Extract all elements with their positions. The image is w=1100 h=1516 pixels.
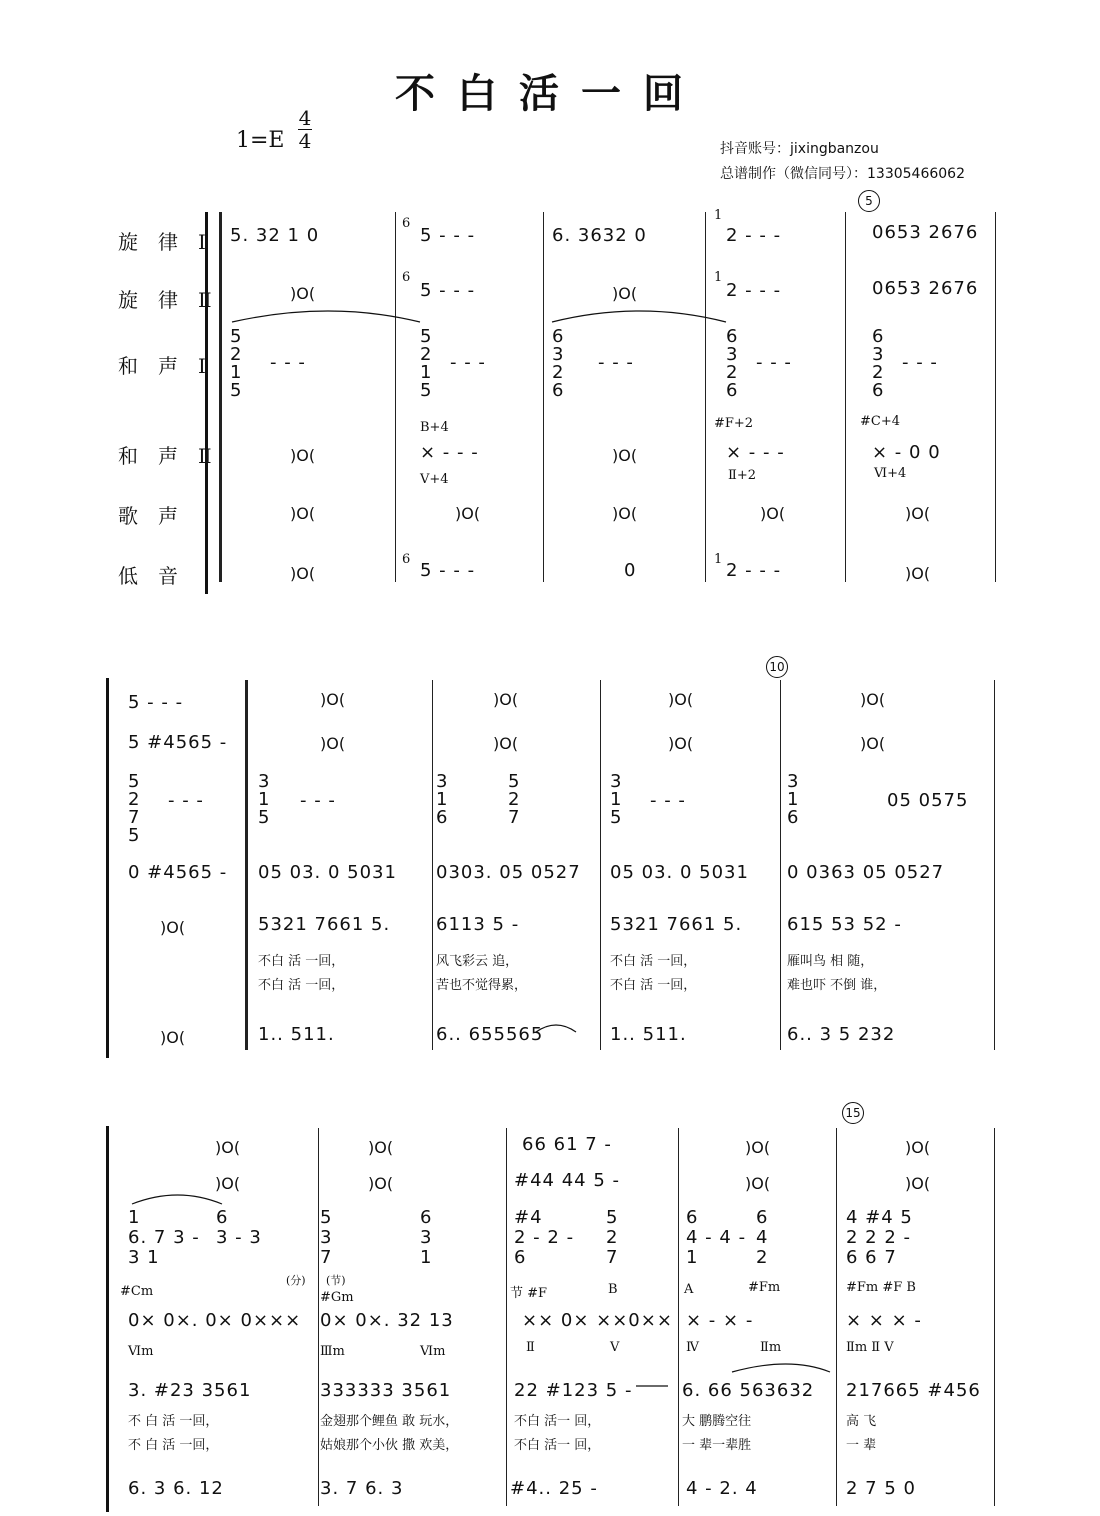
bass-m4: 4 - 2. 4 [686, 1478, 758, 1499]
rest-mark: )O( [905, 1174, 931, 1193]
melody1-lead: 5 - - - [128, 692, 184, 713]
section-mark: (节) [326, 1274, 346, 1287]
chord-note: 2 [726, 362, 739, 383]
voice-m1: 3. #23 3561 [128, 1380, 252, 1401]
lyric-line1: 不白 活 一回， [258, 954, 345, 969]
melody2-m5: 0653 2676 [872, 278, 979, 299]
harmony2-m4: 0 0363 05 0527 [787, 862, 945, 883]
chord-note: 6 [552, 326, 565, 347]
chord-note: 2 [606, 1227, 619, 1248]
chord-note: 6 [787, 807, 800, 828]
roman-numeral: V+4 [420, 472, 449, 487]
lyric-line2: 不白 活 一回， [610, 978, 697, 993]
chord-note: 5 [606, 1207, 619, 1228]
rest-mark: )O( [493, 734, 519, 753]
time-denominator: 4 [298, 129, 312, 153]
part-label: 旋律Ⅱ [118, 288, 232, 312]
harmony2-m3: ×× 0× ××0×× [522, 1310, 673, 1331]
maker-credit: 总谱制作（微信同号）：13305466062 [720, 166, 965, 182]
chord-symbol: #Cm [120, 1284, 154, 1299]
melody1-m1: 5. 32 1 0 [230, 225, 320, 246]
lyric-line1: 不白 活一 回， [514, 1414, 601, 1429]
harmony1-dashes: - - - [598, 352, 634, 373]
account-credit: 抖音账号：jixingbanzou [720, 141, 879, 157]
rest-mark: )O( [368, 1138, 394, 1157]
chord-note: 7 [508, 807, 521, 828]
rest-mark: )O( [455, 504, 481, 523]
harmony2-lead: 0 #4565 - [128, 862, 228, 883]
chord-note: #4 [514, 1207, 543, 1228]
chord-note: 5 [258, 807, 271, 828]
chord-note: 5 [128, 825, 141, 846]
lyric-line2: 不白 活一 回， [514, 1438, 601, 1453]
bass-m2: 3. 7 6. 3 [320, 1478, 404, 1499]
chord-note: 5 [128, 771, 141, 792]
chord-note: 3 1 [128, 1247, 160, 1268]
tie-arc [552, 311, 726, 322]
key-signature: 1=E [236, 128, 285, 153]
bass-m2: 6.. 655565 [436, 1024, 544, 1045]
bass-m3: #4.. 25 - [510, 1478, 598, 1499]
lyric-line1: 大 鹏腾空往 [682, 1414, 752, 1429]
chord-note: 2 [508, 789, 521, 810]
roman-numeral: Ⅵm [420, 1344, 446, 1359]
voice-m4: 615 53 52 - [787, 914, 902, 935]
chord-note: 1 [436, 789, 449, 810]
chord-symbol: #Fm #F B [846, 1280, 916, 1295]
rest-mark: )O( [320, 690, 346, 709]
chord-note: 2 - 2 - [514, 1227, 575, 1248]
chord-symbol: B [608, 1282, 618, 1297]
chord-note: 5 [420, 326, 433, 347]
chord-note: 7 [320, 1247, 333, 1268]
chord-symbol: #Fm [748, 1280, 781, 1295]
rest-mark: )O( [668, 690, 694, 709]
roman-numeral: Ⅵm [128, 1344, 154, 1359]
melody1-m4: 2 - - - [726, 225, 782, 246]
rest-mark: )O( [160, 1028, 186, 1047]
rest-mark: )O( [215, 1174, 241, 1193]
harmony2-m4: × - × - [686, 1310, 754, 1331]
chord-symbol: B+4 [420, 420, 449, 435]
lyric-line1: 不 白 活 一回， [128, 1414, 219, 1429]
chord-note: 3 [436, 771, 449, 792]
voice-m5: 217665 #456 [846, 1380, 981, 1401]
chord-note: 2 [872, 362, 885, 383]
harmony1-dashes: - - - [168, 790, 204, 811]
rest-mark: )O( [860, 690, 886, 709]
bass-m3: 0 [624, 560, 637, 581]
roman-numeral: Ⅱm [760, 1340, 782, 1355]
rest-mark: )O( [860, 734, 886, 753]
rest-mark: )O( [160, 918, 186, 937]
rest-mark: )O( [668, 734, 694, 753]
chord-note: 3 [787, 771, 800, 792]
harmony2-m5: × × × - [846, 1310, 922, 1331]
part-label: 歌声 [118, 504, 198, 528]
grace-note: 1 [714, 270, 723, 285]
roman-numeral: Ⅲm [320, 1344, 345, 1359]
chord-note: 2 2 2 - [846, 1227, 912, 1248]
chord-note: 3 [320, 1227, 333, 1248]
score-title: 不白活一回 [395, 71, 705, 117]
rest-mark: )O( [612, 284, 638, 303]
lyric-line2: 一 辈一辈胜 [682, 1438, 752, 1453]
harmony1-dashes: - - - [902, 352, 938, 373]
lyric-line2: 一 辈 [846, 1438, 877, 1453]
rest-mark: )O( [905, 504, 931, 523]
grace-note: 1 [714, 208, 723, 223]
harmony2-m2: × - - - [420, 442, 479, 463]
melody2-m2: 5 - - - [420, 280, 476, 301]
part-label: 低音 [118, 564, 198, 588]
roman-numeral: Ⅱ [526, 1340, 535, 1355]
chord-note: 4 #4 5 [846, 1207, 913, 1228]
chord-note: 3 - 3 [216, 1227, 262, 1248]
chord-note: 6 6 7 [846, 1247, 897, 1268]
lyric-line2: 不白 活 一回， [258, 978, 345, 993]
voice-m1: 5321 7661 5. [258, 914, 391, 935]
chord-note: 3 [610, 771, 623, 792]
harmony2-m1: 0× 0×. 0× 0××× [128, 1310, 302, 1331]
chord-note: 5 [230, 326, 243, 347]
rest-mark: )O( [745, 1138, 771, 1157]
chord-note: 3 [552, 344, 565, 365]
rest-mark: )O( [215, 1138, 241, 1157]
roman-numeral: Ⅱ+2 [728, 468, 756, 483]
chord-note: 6 [436, 807, 449, 828]
voice-m3: 22 #123 5 - [514, 1380, 633, 1401]
rest-mark: )O( [612, 504, 638, 523]
bass-m3: 1.. 511. [610, 1024, 687, 1045]
slur-arc [536, 1025, 576, 1032]
chord-note: 7 [128, 807, 141, 828]
tie-arc [132, 1195, 222, 1204]
chord-note: 1 [230, 362, 243, 383]
bass-m5: 2 7 5 0 [846, 1478, 916, 1499]
chord-note: 6 [686, 1207, 699, 1228]
voice-m2: 6113 5 - [436, 914, 520, 935]
rehearsal-mark: 5 [858, 190, 880, 212]
rehearsal-mark: 15 [842, 1102, 864, 1124]
chord-note: 1 [420, 1247, 433, 1268]
roman-numeral: Ⅵ+4 [874, 466, 907, 481]
melody2-m3: #44 44 5 - [514, 1170, 621, 1191]
rest-mark: )O( [745, 1174, 771, 1193]
chord-note: 2 [230, 344, 243, 365]
chord-note: 5 [610, 807, 623, 828]
rest-mark: )O( [612, 446, 638, 465]
chord-note: 6 [552, 380, 565, 401]
harmony1-dashes: - - - [650, 790, 686, 811]
melody2-lead: 5 #4565 - [128, 732, 228, 753]
chord-note: 2 [552, 362, 565, 383]
harmony2-m2: 0303. 05 0527 [436, 862, 581, 883]
chord-note: 1 [420, 362, 433, 383]
lyric-line1: 雁叫鸟 相 随， [787, 954, 874, 969]
bass-m1: 1.. 511. [258, 1024, 335, 1045]
slur-arc [732, 1364, 830, 1372]
chord-note: 2 [128, 789, 141, 810]
harmony1-dashes: - - - [450, 352, 486, 373]
lyric-line1: 金翅那个鲤鱼 敢 玩水， [320, 1414, 459, 1429]
melody1-m5: 0653 2676 [872, 222, 979, 243]
chord-symbol: #F+2 [714, 416, 754, 431]
bass-m2: 5 - - - [420, 560, 476, 581]
chord-note: 3 [872, 344, 885, 365]
tie-arc [232, 311, 420, 322]
chord-note: 4 [756, 1227, 769, 1248]
harmony2-m5: × - 0 0 [872, 442, 941, 463]
chord-note: 6 [216, 1207, 229, 1228]
section-mark: (分) [286, 1274, 306, 1287]
roman-numeral: Ⅱm Ⅱ Ⅴ [846, 1340, 894, 1355]
harmony2-m4: × - - - [726, 442, 785, 463]
grace-note: 6 [402, 216, 411, 231]
chord-note: 6 [420, 1207, 433, 1228]
melody2-m4: 2 - - - [726, 280, 782, 301]
chord-note: 5 [320, 1207, 333, 1228]
lyric-line1: 高 飞 [846, 1414, 877, 1429]
chord-note: 4 - 4 - [686, 1227, 747, 1248]
rest-mark: )O( [290, 504, 316, 523]
harmony2-m3: 05 03. 0 5031 [610, 862, 749, 883]
rest-mark: )O( [905, 564, 931, 583]
chord-note: 1 [686, 1247, 699, 1268]
chord-note: 5 [420, 380, 433, 401]
harmony1-dashes: - - - [300, 790, 336, 811]
chord-note: 1 [258, 789, 271, 810]
chord-symbol: #C+4 [860, 414, 901, 429]
time-numerator: 4 [298, 106, 312, 130]
chord-note: 2 [420, 344, 433, 365]
voice-m4: 6. 66 563632 [682, 1380, 815, 1401]
chord-note: 6 [726, 380, 739, 401]
part-label: 和声Ⅱ [118, 444, 232, 468]
grace-note: 6 [402, 552, 411, 567]
grace-note: 6 [402, 270, 411, 285]
rest-mark: )O( [905, 1138, 931, 1157]
chord-note: 6. 7 3 - [128, 1227, 200, 1248]
chord-note: 6 [756, 1207, 769, 1228]
chord-note: 6 [872, 380, 885, 401]
rest-mark: )O( [760, 504, 786, 523]
lyric-line1: 风飞彩云 追， [436, 954, 519, 969]
melody1-m2: 5 - - - [420, 225, 476, 246]
harmony2-m1: 05 03. 0 5031 [258, 862, 397, 883]
rest-mark: )O( [290, 446, 316, 465]
rest-mark: )O( [368, 1174, 394, 1193]
melody1-m3: 66 61 7 - [522, 1134, 612, 1155]
roman-numeral: Ⅳ [686, 1340, 699, 1355]
voice-m2: 333333 3561 [320, 1380, 452, 1401]
lyric-line1: 不白 活 一回， [610, 954, 697, 969]
melody1-m3: 6. 3632 0 [552, 225, 647, 246]
chord-note: 6 [726, 326, 739, 347]
chord-note: 7 [606, 1247, 619, 1268]
chord-symbol: #Gm [320, 1290, 354, 1305]
roman-numeral: Ⅴ [610, 1340, 620, 1355]
harmony1-dashes: - - - [270, 352, 306, 373]
chord-note: 3 [726, 344, 739, 365]
harmony2-m2: 0× 0×. 32 13 [320, 1310, 454, 1331]
chord-note: 2 [756, 1247, 769, 1268]
chord-note: 5 [230, 380, 243, 401]
bass-m4: 6.. 3 5 232 [787, 1024, 896, 1045]
lyric-line2: 苦也不觉得累， [436, 978, 528, 993]
rest-mark: )O( [493, 690, 519, 709]
voice-m3: 5321 7661 5. [610, 914, 743, 935]
rest-mark: )O( [290, 284, 316, 303]
chord-note: 3 [420, 1227, 433, 1248]
chord-symbol: A [684, 1282, 694, 1297]
chord-note: 1 [128, 1207, 141, 1228]
chord-note: 5 [508, 771, 521, 792]
chord-symbol: 节 #F [510, 1286, 548, 1301]
chord-note: 1 [610, 789, 623, 810]
grace-note: 1 [714, 552, 723, 567]
rest-mark: )O( [290, 564, 316, 583]
harmony1-figure: 05 0575 [887, 790, 969, 811]
lyric-line2: 难也吓 不倒 谁， [787, 978, 887, 993]
chord-note: 6 [872, 326, 885, 347]
rest-mark: )O( [320, 734, 346, 753]
bass-m1: 6. 3 6. 12 [128, 1478, 224, 1499]
bass-m4: 2 - - - [726, 560, 782, 581]
part-label: 旋律Ⅰ [118, 230, 226, 254]
lyric-line2: 姑娘那个小伙 撒 欢美， [320, 1438, 459, 1453]
harmony1-dashes: - - - [756, 352, 792, 373]
chord-note: 3 [258, 771, 271, 792]
chord-note: 6 [514, 1247, 527, 1268]
lyric-line2: 不 白 活 一回， [128, 1438, 219, 1453]
chord-note: 1 [787, 789, 800, 810]
rehearsal-mark: 10 [766, 656, 788, 678]
part-label: 和声Ⅰ [118, 354, 226, 378]
